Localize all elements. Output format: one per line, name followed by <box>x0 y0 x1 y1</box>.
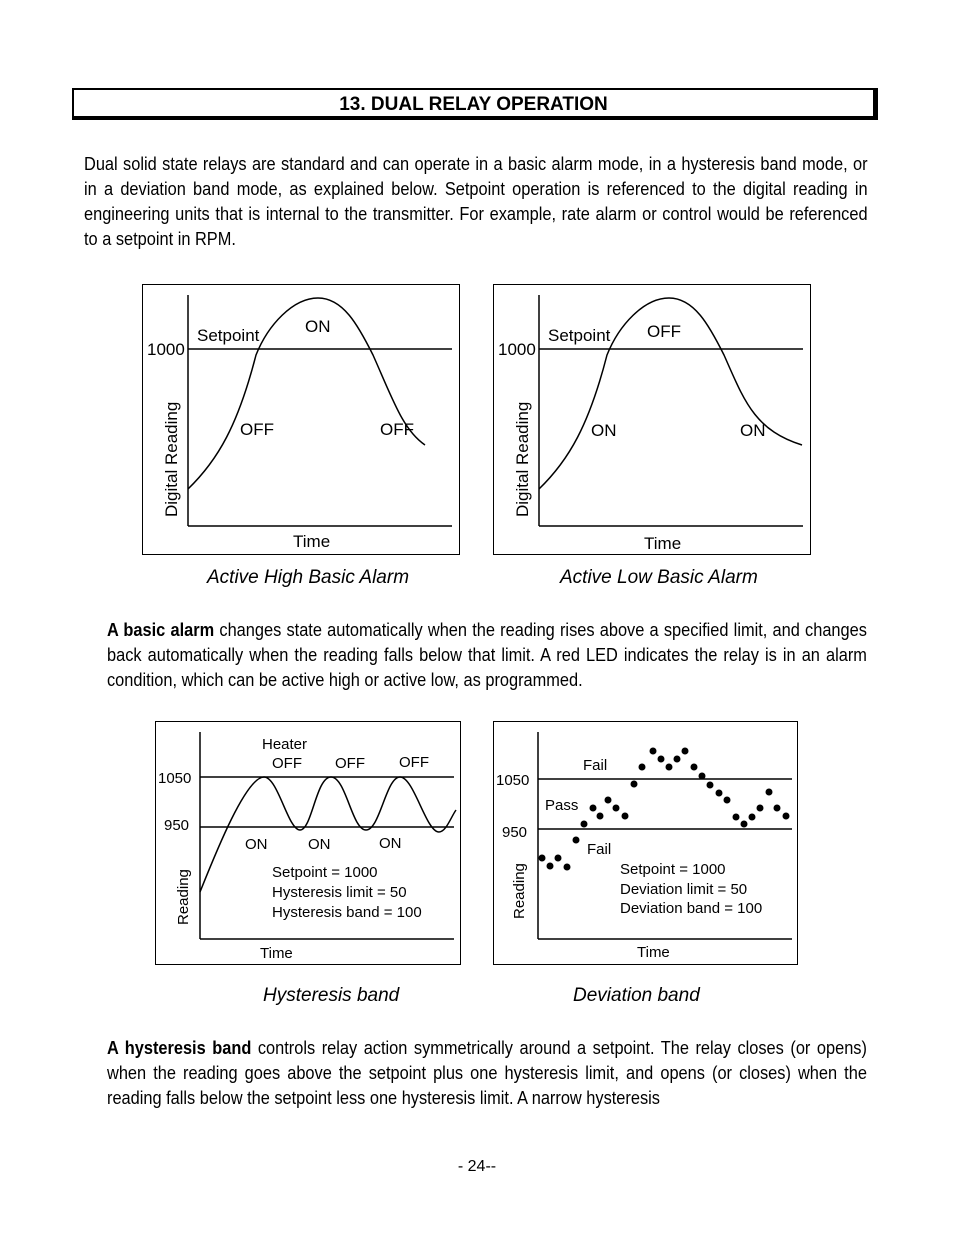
pass-label: Pass <box>545 797 579 814</box>
page-number: - 24-- <box>457 1158 497 1175</box>
figure-deviation-band <box>493 721 798 965</box>
hysteresis-paragraph <box>107 1036 867 1111</box>
limit-info: Deviation limit = 50 <box>620 881 748 898</box>
x-axis-label: Time <box>260 945 293 962</box>
figure-active-low <box>493 284 811 555</box>
hysteresis-diagram <box>156 722 462 966</box>
on-label-2: ON <box>308 836 331 853</box>
basic-alarm-term: A basic alarm <box>107 620 215 640</box>
tick-1000: 1000 <box>147 340 185 359</box>
basic-alarm-text: changes state automatically when the reading rises above a specified limit, and changes back automatically when the reading falls below that limit. A red LED indicates the relay is in an alarm condition, which can be active high or active low, as programmed. <box>107 620 867 690</box>
setpoint-info: Setpoint = 1000 <box>620 861 726 878</box>
caption-active-low: Active Low Basic Alarm <box>560 567 758 588</box>
tick-1000: 1000 <box>498 340 536 359</box>
off-label-left: OFF <box>240 420 274 439</box>
y-axis-label: Digital Reading <box>513 401 532 517</box>
y-axis-label: Digital Reading <box>162 401 181 517</box>
heater-label: Heater <box>262 736 308 753</box>
figure-active-high <box>142 284 460 555</box>
caption-deviation: Deviation band <box>573 985 700 1006</box>
active-low-diagram <box>494 285 812 556</box>
y-axis-label: Reading <box>511 863 528 919</box>
deviation-diagram <box>494 722 799 966</box>
setpoint-label: Setpoint <box>548 326 611 345</box>
active-high-diagram <box>143 285 461 556</box>
hysteresis-text: controls relay action symmetrically around a setpoint. The relay closes (or opens) when the reading goes above the setpoint plus one hysteresis limit, and opens (or closes) when the reading falls below the setpoint less one hysteresis limit. A narrow hysteresis <box>107 1038 867 1108</box>
fail-label-top: Fail <box>583 757 608 774</box>
x-axis-label: Time <box>644 534 682 553</box>
basic-alarm-paragraph <box>107 618 867 693</box>
y-axis-label: Reading <box>175 869 192 925</box>
x-axis-label: Time <box>637 944 670 961</box>
caption-hysteresis: Hysteresis band <box>263 985 400 1006</box>
off-label: OFF <box>647 322 681 341</box>
off-label-2: OFF <box>335 755 365 772</box>
band-info: Deviation band = 100 <box>620 900 763 917</box>
off-label-1: OFF <box>272 755 302 772</box>
on-label-3: ON <box>379 835 402 852</box>
off-label-right: OFF <box>380 420 414 439</box>
tick-1050: 1050 <box>496 772 530 789</box>
on-label-left: ON <box>591 421 617 440</box>
setpoint-info: Setpoint = 1000 <box>272 864 378 881</box>
section-title-box <box>72 88 878 120</box>
tick-950: 950 <box>164 817 190 834</box>
section-title: 13. DUAL RELAY OPERATION <box>339 94 608 115</box>
fail-label-bottom: Fail <box>587 841 612 858</box>
hysteresis-term: A hysteresis band <box>107 1038 252 1058</box>
off-label-3: OFF <box>399 754 429 771</box>
on-label-1: ON <box>245 836 268 853</box>
intro-paragraph: Dual solid state relays are standard and can operate in a basic alarm mode, in a hysteresis band mode, or in a deviation band mode, as explained below. Setpoint operation is referenced to the digital reading in engineering units that is internal to the transmitter. For example, rate alarm or control would be referenced to a setpoint in RPM. <box>84 154 868 249</box>
tick-1050: 1050 <box>158 770 192 787</box>
setpoint-label: Setpoint <box>197 326 260 345</box>
caption-active-high: Active High Basic Alarm <box>207 567 410 588</box>
limit-info: Hysteresis limit = 50 <box>272 884 407 901</box>
tick-950: 950 <box>502 824 528 841</box>
on-label: ON <box>305 317 331 336</box>
figure-hysteresis-band <box>155 721 461 965</box>
on-label-right: ON <box>740 421 766 440</box>
band-info: Hysteresis band = 100 <box>272 904 422 921</box>
x-axis-label: Time <box>293 532 331 551</box>
